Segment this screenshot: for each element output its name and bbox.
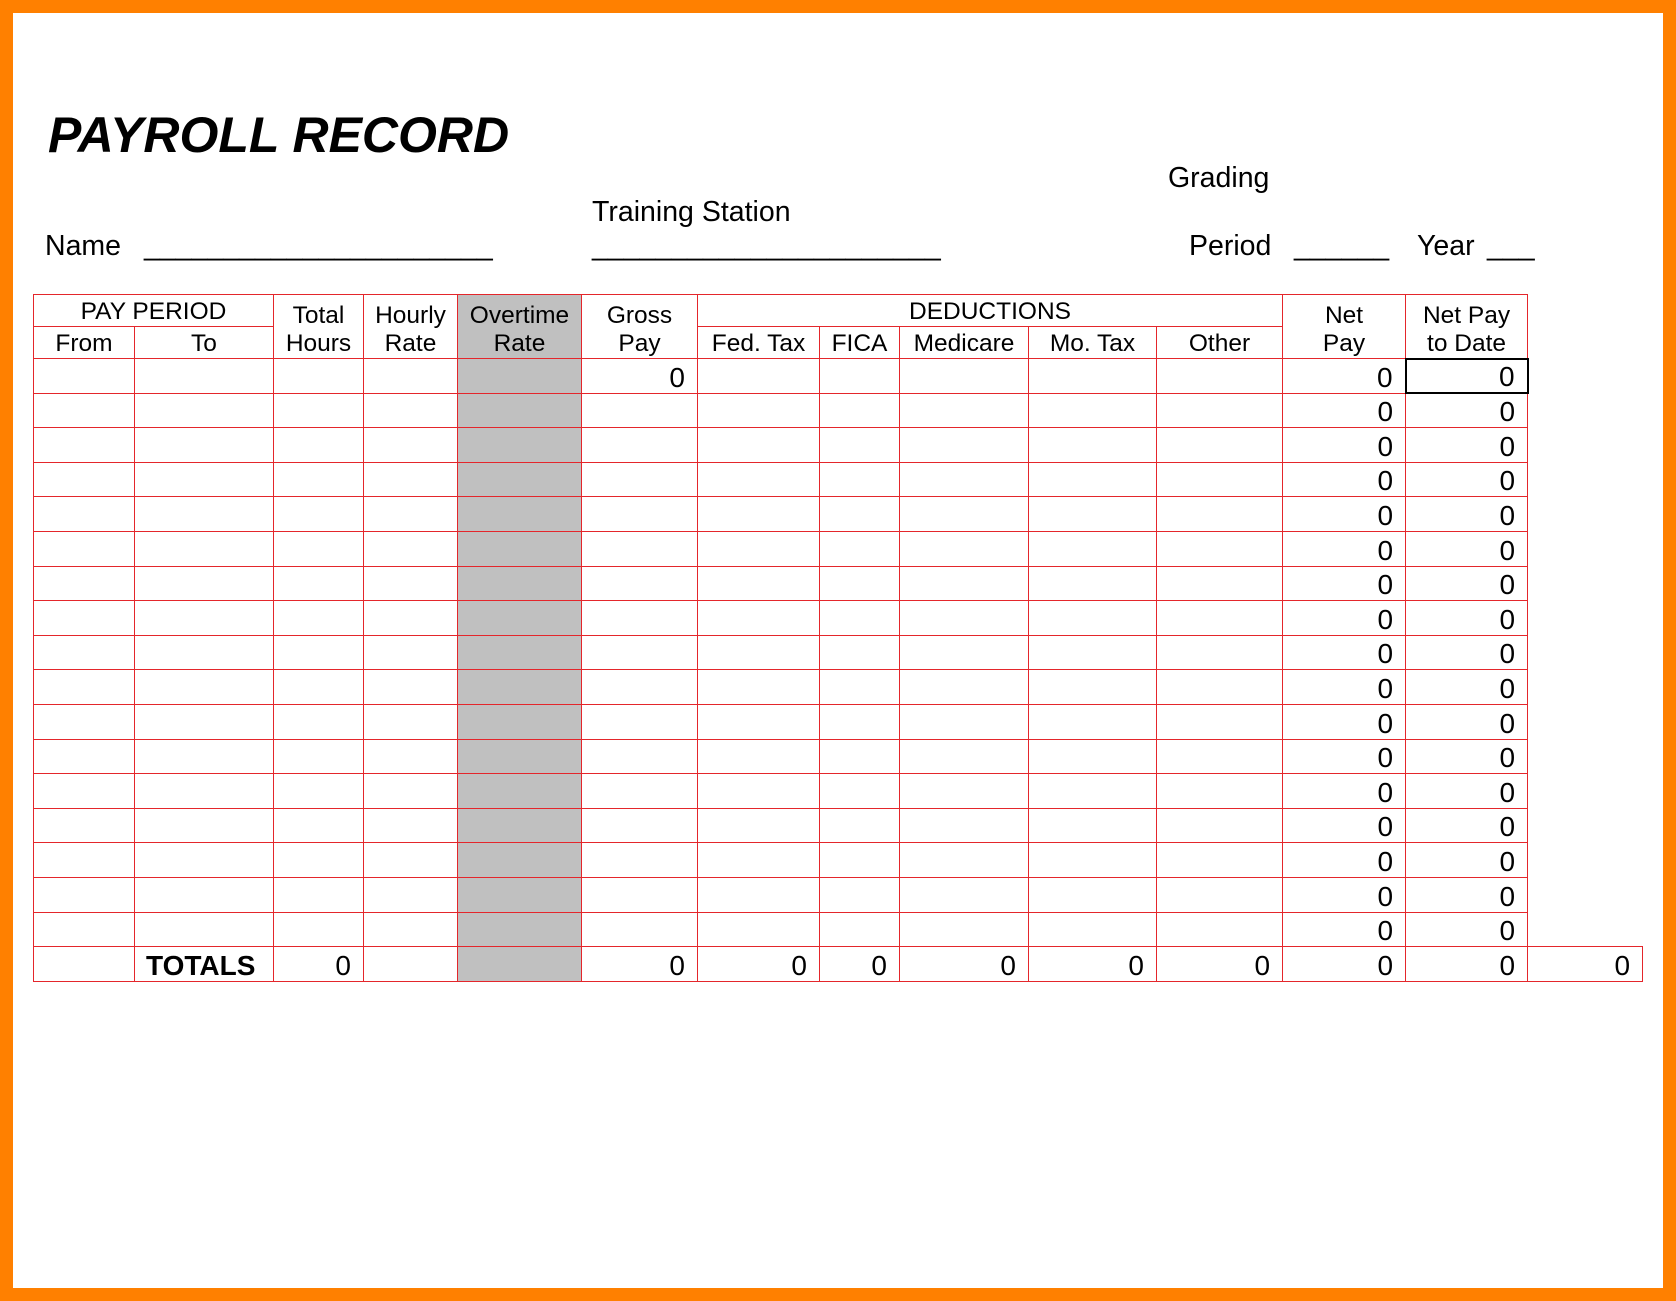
cell-overtime-rate[interactable]	[458, 739, 582, 774]
period-label: Period	[1189, 230, 1272, 262]
total-net-pay-to-date[interactable]: 0	[1406, 947, 1528, 982]
cell-from[interactable]	[34, 497, 135, 532]
cell-gross-pay[interactable]	[582, 635, 698, 670]
cell-net-pay-to-date[interactable]: 0	[1406, 774, 1528, 809]
year-label: Year	[1417, 230, 1475, 262]
total-hourly-rate[interactable]	[364, 947, 458, 982]
cell-to[interactable]	[135, 912, 274, 947]
page-title: PAYROLL RECORD	[48, 107, 510, 163]
cell-from[interactable]	[34, 774, 135, 809]
cell-mo-tax[interactable]	[1029, 635, 1157, 670]
table-row	[34, 739, 1643, 774]
cell-fed-tax[interactable]	[698, 877, 820, 912]
cell-net-pay-to-date[interactable]: 0	[1406, 635, 1528, 670]
cell-from[interactable]	[34, 462, 135, 497]
table-row	[34, 635, 1643, 670]
cell-overtime-rate[interactable]	[458, 601, 582, 636]
cell-total-hours[interactable]	[274, 670, 364, 705]
table-row	[34, 497, 1643, 532]
name-label: Name	[45, 230, 122, 262]
cell-mo-tax[interactable]	[1029, 497, 1157, 532]
cell-net-pay[interactable]: 0	[1283, 635, 1406, 670]
cell-from[interactable]	[34, 843, 135, 878]
cell-fed-tax[interactable]	[698, 912, 820, 947]
cell-to[interactable]	[135, 531, 274, 566]
cell-net-pay[interactable]: 0	[1283, 497, 1406, 532]
table-row	[34, 774, 1643, 809]
cell-medicare[interactable]	[900, 462, 1029, 497]
cell-medicare[interactable]	[900, 808, 1029, 843]
cell-from[interactable]	[34, 704, 135, 739]
cell-to[interactable]	[135, 704, 274, 739]
table-row	[34, 531, 1643, 566]
total-other[interactable]: 0	[1157, 947, 1283, 982]
cell-total-hours[interactable]	[274, 739, 364, 774]
cell-gross-pay[interactable]	[582, 497, 698, 532]
cell-net-pay-to-date[interactable]: 0	[1406, 877, 1528, 912]
cell-fica[interactable]	[820, 843, 900, 878]
cell-other[interactable]	[1157, 877, 1283, 912]
cell-mo-tax[interactable]	[1029, 774, 1157, 809]
cell-overtime-rate[interactable]	[458, 531, 582, 566]
cell-other[interactable]	[1157, 359, 1283, 394]
header-line: Net Pay	[1422, 301, 1511, 329]
cell-to[interactable]	[135, 843, 274, 878]
cell-net-pay-to-date[interactable]: 0	[1406, 808, 1528, 843]
cell-hourly-rate[interactable]	[364, 428, 458, 463]
cell-from[interactable]	[34, 566, 135, 601]
cell-to[interactable]	[135, 877, 274, 912]
total-net-pay[interactable]: 0	[1283, 947, 1406, 982]
cell-gross-pay[interactable]	[582, 601, 698, 636]
cell-net-pay[interactable]: 0	[1283, 566, 1406, 601]
cell-fica[interactable]	[820, 428, 900, 463]
cell-medicare[interactable]	[900, 601, 1029, 636]
cell-gross-pay[interactable]	[582, 428, 698, 463]
cell-mo-tax[interactable]	[1029, 843, 1157, 878]
header-to: To	[135, 327, 274, 359]
cell-total-hours[interactable]	[274, 704, 364, 739]
cell-fica[interactable]	[820, 704, 900, 739]
year-blank-line: ___	[1487, 230, 1535, 262]
cell-to[interactable]	[135, 428, 274, 463]
header-pay-period: PAY PERIOD	[34, 295, 274, 327]
cell-total-hours[interactable]	[274, 601, 364, 636]
cell-from[interactable]	[34, 635, 135, 670]
cell-gross-pay[interactable]	[582, 774, 698, 809]
cell-from[interactable]	[34, 739, 135, 774]
cell-net-pay-to-date[interactable]: 0	[1406, 912, 1528, 947]
cell-net-pay[interactable]: 0	[1283, 670, 1406, 705]
cell-hourly-rate[interactable]	[364, 566, 458, 601]
cell-net-pay-to-date[interactable]: 0	[1406, 393, 1528, 428]
cell-fed-tax[interactable]	[698, 635, 820, 670]
cell-fica[interactable]	[820, 359, 900, 394]
cell-fed-tax[interactable]	[698, 843, 820, 878]
cell-total-hours[interactable]	[274, 462, 364, 497]
table-row	[34, 704, 1643, 739]
cell-fed-tax[interactable]	[698, 428, 820, 463]
header-line: Overtime	[469, 302, 570, 329]
cell-mo-tax[interactable]	[1029, 428, 1157, 463]
header-line: Net	[1324, 302, 1364, 329]
cell-net-pay-to-date[interactable]: 0	[1406, 704, 1528, 739]
cell-total-hours[interactable]	[274, 774, 364, 809]
header-mo-tax: Mo. Tax	[1029, 327, 1157, 359]
cell-from[interactable]	[34, 393, 135, 428]
cell-hourly-rate[interactable]	[364, 877, 458, 912]
cell-mo-tax[interactable]	[1029, 912, 1157, 947]
header-row-groups	[34, 295, 1643, 327]
training-station-label: Training Station	[592, 196, 791, 228]
cell-total-hours[interactable]	[274, 566, 364, 601]
header-from: From	[34, 327, 135, 359]
cell-to[interactable]	[135, 670, 274, 705]
payroll-table	[33, 294, 1643, 982]
cell-to[interactable]	[135, 566, 274, 601]
header-net-pay-to-date	[1406, 295, 1528, 359]
cell-overtime-rate[interactable]	[458, 635, 582, 670]
cell-fica[interactable]	[820, 393, 900, 428]
header-fed-tax: Fed. Tax	[698, 327, 820, 359]
header-net-pay	[1283, 295, 1406, 359]
cell-medicare[interactable]	[900, 428, 1029, 463]
table-row	[34, 670, 1643, 705]
header-line: Hours	[285, 330, 352, 357]
cell-medicare[interactable]	[900, 566, 1029, 601]
cell-medicare[interactable]	[900, 774, 1029, 809]
cell-from[interactable]	[34, 912, 135, 947]
cell-other[interactable]	[1157, 635, 1283, 670]
totals-row	[34, 947, 1643, 982]
totals-label: TOTALS	[135, 947, 274, 982]
header-fica: FICA	[820, 327, 900, 359]
cell-from[interactable]	[34, 808, 135, 843]
cell-to[interactable]	[135, 808, 274, 843]
cell-total-hours[interactable]	[274, 912, 364, 947]
cell-mo-tax[interactable]	[1029, 704, 1157, 739]
cell-total-hours[interactable]	[274, 497, 364, 532]
cell-medicare[interactable]	[900, 670, 1029, 705]
cell-total-hours[interactable]	[274, 531, 364, 566]
cell-hourly-rate[interactable]	[364, 774, 458, 809]
cell-mo-tax[interactable]	[1029, 877, 1157, 912]
cell-net-pay-to-date[interactable]: 0	[1406, 843, 1528, 878]
cell-medicare[interactable]	[900, 635, 1029, 670]
cell-medicare[interactable]	[900, 912, 1029, 947]
cell-other[interactable]	[1157, 566, 1283, 601]
cell-total-hours[interactable]	[274, 428, 364, 463]
cell-fed-tax[interactable]	[698, 359, 820, 394]
table-row	[34, 359, 1643, 394]
header-line: Gross	[606, 302, 673, 329]
cell-overtime-rate[interactable]	[458, 774, 582, 809]
cell-net-pay[interactable]: 0	[1283, 428, 1406, 463]
header-line: Pay	[1322, 330, 1366, 357]
table-row	[34, 393, 1643, 428]
cell-from[interactable]	[34, 670, 135, 705]
cell-fica[interactable]	[820, 462, 900, 497]
cell-hourly-rate[interactable]	[364, 843, 458, 878]
cell-gross-pay[interactable]	[582, 462, 698, 497]
cell-net-pay-to-date[interactable]: 0	[1406, 497, 1528, 532]
cell-from[interactable]	[34, 877, 135, 912]
cell-medicare[interactable]	[900, 359, 1029, 394]
table-body	[34, 359, 1643, 982]
cell-net-pay-to-date[interactable]: 0	[1406, 428, 1528, 463]
cell-from[interactable]	[34, 531, 135, 566]
cell-net-pay[interactable]: 0	[1283, 704, 1406, 739]
cell-fica[interactable]	[820, 877, 900, 912]
cell-net-pay-to-date[interactable]: 0	[1406, 670, 1528, 705]
cell-medicare[interactable]	[900, 843, 1029, 878]
training-station-blank-line: ______________________	[592, 230, 941, 262]
header-other: Other	[1157, 327, 1283, 359]
cell-mo-tax[interactable]	[1029, 359, 1157, 394]
cell-fed-tax[interactable]	[698, 808, 820, 843]
cell-mo-tax[interactable]	[1029, 739, 1157, 774]
cell-medicare[interactable]	[900, 393, 1029, 428]
cell-net-pay[interactable]: 0	[1283, 808, 1406, 843]
header-gross-pay	[582, 295, 698, 359]
cell-medicare[interactable]	[900, 877, 1029, 912]
cell-gross-pay[interactable]	[582, 393, 698, 428]
cell-fed-tax[interactable]	[698, 739, 820, 774]
cell-fica[interactable]	[820, 531, 900, 566]
cell-overtime-rate[interactable]	[458, 393, 582, 428]
cell-net-pay-to-date[interactable]: 0	[1406, 601, 1528, 636]
cell-mo-tax[interactable]	[1029, 601, 1157, 636]
cell-fed-tax[interactable]	[698, 774, 820, 809]
name-blank-line: ______________________	[144, 230, 493, 262]
cell-net-pay-to-date[interactable]: 0	[1406, 462, 1528, 497]
cell-hourly-rate[interactable]	[364, 497, 458, 532]
cell-total-hours[interactable]	[274, 635, 364, 670]
table-header	[34, 295, 1643, 359]
header-line: Rate	[384, 330, 437, 357]
cell-other[interactable]	[1157, 497, 1283, 532]
cell-gross-pay[interactable]	[582, 877, 698, 912]
cell-hourly-rate[interactable]	[364, 808, 458, 843]
cell-fica[interactable]	[820, 912, 900, 947]
total-mo-tax[interactable]: 0	[1029, 947, 1157, 982]
table-row	[34, 566, 1643, 601]
cell-mo-tax[interactable]	[1029, 670, 1157, 705]
cell-medicare[interactable]	[900, 497, 1029, 532]
cell-net-pay[interactable]: 0	[1283, 393, 1406, 428]
cell-from[interactable]	[34, 601, 135, 636]
cell-overtime-rate[interactable]	[458, 843, 582, 878]
cell-gross-pay[interactable]: 0	[582, 359, 698, 394]
cell-overtime-rate[interactable]	[458, 462, 582, 497]
cell-overtime-rate[interactable]	[458, 428, 582, 463]
cell-overtime-rate[interactable]	[458, 566, 582, 601]
cell-overtime-rate[interactable]	[458, 808, 582, 843]
cell-hourly-rate[interactable]	[364, 462, 458, 497]
table-row	[34, 877, 1643, 912]
cell-fica[interactable]	[820, 601, 900, 636]
cell-fica[interactable]	[820, 670, 900, 705]
cell-fica[interactable]	[820, 739, 900, 774]
cell-other[interactable]	[1157, 601, 1283, 636]
cell-to[interactable]	[135, 393, 274, 428]
total-fica[interactable]: 0	[820, 947, 900, 982]
cell-other[interactable]	[1157, 808, 1283, 843]
cell-hourly-rate[interactable]	[364, 912, 458, 947]
cell-hourly-rate[interactable]	[364, 531, 458, 566]
cell-overtime-rate[interactable]	[458, 497, 582, 532]
cell-hourly-rate[interactable]	[364, 359, 458, 394]
cell-gross-pay[interactable]	[582, 843, 698, 878]
header-line: Rate	[493, 330, 546, 357]
cell-other[interactable]	[1157, 531, 1283, 566]
total-total-hours[interactable]: 0	[274, 947, 364, 982]
cell-total-hours[interactable]	[274, 877, 364, 912]
cell-gross-pay[interactable]	[582, 912, 698, 947]
cell-fed-tax[interactable]	[698, 704, 820, 739]
cell-mo-tax[interactable]	[1029, 531, 1157, 566]
cell-other[interactable]	[1157, 428, 1283, 463]
cell-other[interactable]	[1157, 739, 1283, 774]
cell-hourly-rate[interactable]	[364, 670, 458, 705]
cell-gross-pay[interactable]	[582, 808, 698, 843]
cell-mo-tax[interactable]	[1029, 566, 1157, 601]
header-line: to Date	[1427, 329, 1507, 357]
cell-net-pay-to-date[interactable]: 0	[1406, 531, 1528, 566]
table-row	[34, 428, 1643, 463]
cell-fica[interactable]	[820, 566, 900, 601]
header-hourly-rate	[364, 295, 458, 359]
cell-to[interactable]	[135, 739, 274, 774]
cell-gross-pay[interactable]	[582, 566, 698, 601]
period-blank-line: ______	[1294, 230, 1390, 262]
cell-fed-tax[interactable]	[698, 670, 820, 705]
cell-other[interactable]	[1157, 912, 1283, 947]
cell-fed-tax[interactable]	[698, 531, 820, 566]
cell-gross-pay[interactable]	[582, 739, 698, 774]
cell-net-pay-to-date[interactable]: 0	[1406, 359, 1528, 394]
header-overtime-rate	[458, 295, 582, 359]
total-fed-tax[interactable]: 0	[698, 947, 820, 982]
cell-other[interactable]	[1157, 393, 1283, 428]
cell-medicare[interactable]	[900, 704, 1029, 739]
cell-gross-pay[interactable]	[582, 670, 698, 705]
total-from[interactable]	[34, 947, 135, 982]
table-row	[34, 601, 1643, 636]
cell-fica[interactable]	[820, 497, 900, 532]
cell-net-pay[interactable]: 0	[1283, 774, 1406, 809]
cell-other[interactable]	[1157, 774, 1283, 809]
total-gross-pay[interactable]: 0	[582, 947, 698, 982]
grading-label: Grading	[1168, 162, 1270, 194]
total-extra[interactable]: 0	[1528, 947, 1643, 982]
cell-other[interactable]	[1157, 843, 1283, 878]
cell-net-pay[interactable]: 0	[1283, 462, 1406, 497]
cell-total-hours[interactable]	[274, 843, 364, 878]
table-row	[34, 462, 1643, 497]
cell-net-pay[interactable]: 0	[1283, 531, 1406, 566]
cell-other[interactable]	[1157, 704, 1283, 739]
cell-gross-pay[interactable]	[582, 531, 698, 566]
total-overtime-rate[interactable]	[458, 947, 582, 982]
header-line: Hourly	[375, 302, 446, 329]
cell-hourly-rate[interactable]	[364, 704, 458, 739]
cell-net-pay[interactable]: 0	[1283, 359, 1406, 394]
cell-net-pay[interactable]: 0	[1283, 739, 1406, 774]
cell-fica[interactable]	[820, 635, 900, 670]
cell-gross-pay[interactable]	[582, 704, 698, 739]
header-medicare: Medicare	[900, 327, 1029, 359]
cell-net-pay[interactable]: 0	[1283, 912, 1406, 947]
cell-fica[interactable]	[820, 774, 900, 809]
cell-other[interactable]	[1157, 462, 1283, 497]
header-total-hours	[274, 295, 364, 359]
cell-overtime-rate[interactable]	[458, 704, 582, 739]
cell-overtime-rate[interactable]	[458, 359, 582, 394]
cell-total-hours[interactable]	[274, 393, 364, 428]
cell-medicare[interactable]	[900, 531, 1029, 566]
cell-fed-tax[interactable]	[698, 462, 820, 497]
cell-net-pay[interactable]: 0	[1283, 877, 1406, 912]
total-medicare[interactable]: 0	[900, 947, 1029, 982]
cell-hourly-rate[interactable]	[364, 393, 458, 428]
cell-overtime-rate[interactable]	[458, 912, 582, 947]
cell-fica[interactable]	[820, 808, 900, 843]
cell-medicare[interactable]	[900, 739, 1029, 774]
cell-from[interactable]	[34, 428, 135, 463]
cell-overtime-rate[interactable]	[458, 877, 582, 912]
cell-to[interactable]	[135, 774, 274, 809]
cell-mo-tax[interactable]	[1029, 393, 1157, 428]
header-line: Pay	[618, 330, 661, 357]
cell-to[interactable]	[135, 635, 274, 670]
cell-mo-tax[interactable]	[1029, 808, 1157, 843]
cell-fed-tax[interactable]	[698, 566, 820, 601]
cell-total-hours[interactable]	[274, 808, 364, 843]
cell-fed-tax[interactable]	[698, 601, 820, 636]
cell-fed-tax[interactable]	[698, 497, 820, 532]
cell-to[interactable]	[135, 497, 274, 532]
cell-other[interactable]	[1157, 670, 1283, 705]
cell-hourly-rate[interactable]	[364, 635, 458, 670]
table-row	[34, 912, 1643, 947]
table-row	[34, 808, 1643, 843]
cell-from[interactable]	[34, 359, 135, 394]
cell-to[interactable]	[135, 359, 274, 394]
cell-overtime-rate[interactable]	[458, 670, 582, 705]
cell-fed-tax[interactable]	[698, 393, 820, 428]
cell-net-pay-to-date[interactable]: 0	[1406, 566, 1528, 601]
cell-to[interactable]	[135, 462, 274, 497]
cell-hourly-rate[interactable]	[364, 739, 458, 774]
header-deductions: DEDUCTIONS	[698, 295, 1283, 327]
cell-net-pay-to-date[interactable]: 0	[1406, 739, 1528, 774]
cell-hourly-rate[interactable]	[364, 601, 458, 636]
table-row	[34, 843, 1643, 878]
cell-mo-tax[interactable]	[1029, 462, 1157, 497]
cell-net-pay[interactable]: 0	[1283, 601, 1406, 636]
header-line: Total	[292, 302, 345, 329]
cell-total-hours[interactable]	[274, 359, 364, 394]
cell-to[interactable]	[135, 601, 274, 636]
cell-net-pay[interactable]: 0	[1283, 843, 1406, 878]
